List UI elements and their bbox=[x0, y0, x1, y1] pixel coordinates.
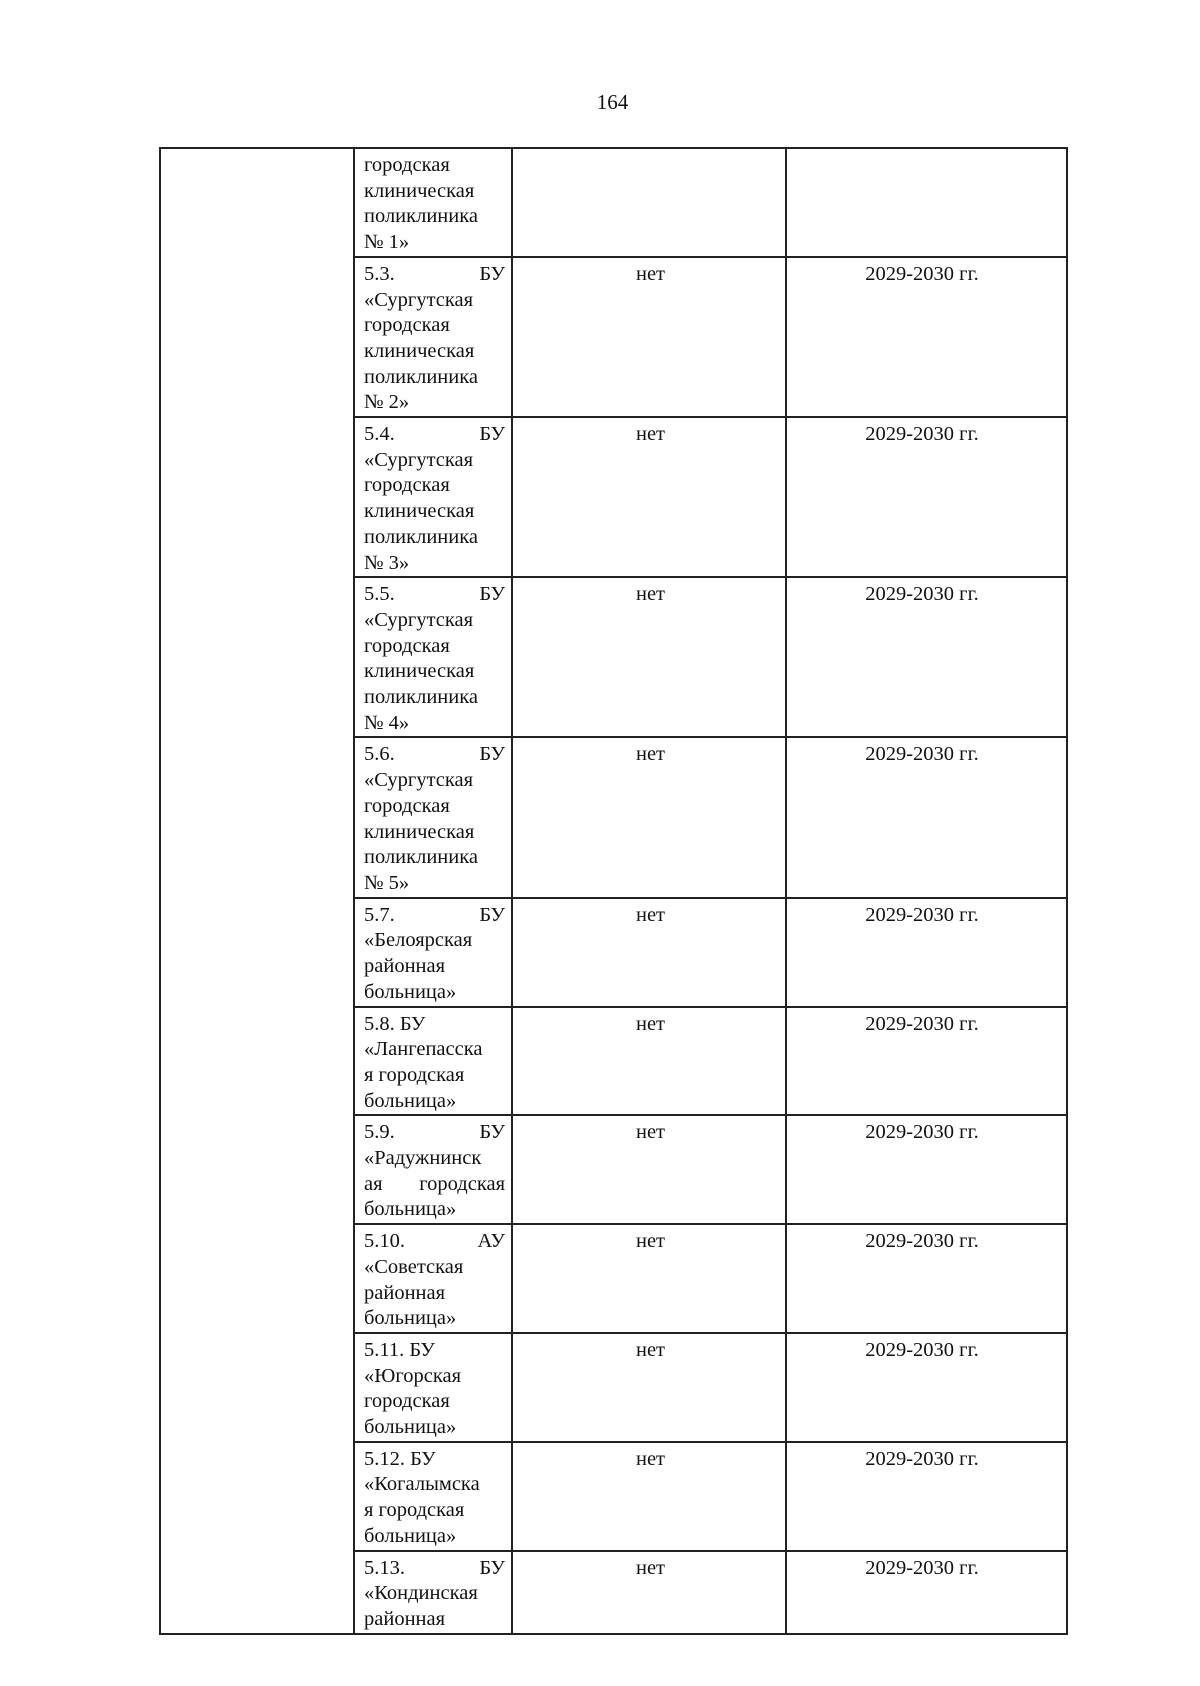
item-number-line bbox=[364, 262, 505, 288]
name-word: городская bbox=[419, 1172, 505, 1195]
item-number: 5.10. bbox=[364, 1230, 405, 1253]
item-number-line bbox=[364, 1229, 505, 1255]
institution-name-cell bbox=[354, 1333, 512, 1442]
period-text: 2029-2030 гг. bbox=[865, 423, 979, 446]
period-text: 2029-2030 гг. bbox=[865, 1012, 979, 1035]
institution-type: АУ bbox=[477, 1230, 505, 1253]
institution-name-cell bbox=[354, 577, 512, 737]
item-number: 5.11. БУ bbox=[364, 1338, 435, 1361]
period-cell bbox=[786, 1115, 1067, 1224]
name-line: районная bbox=[364, 1281, 446, 1304]
name-line: больница» bbox=[364, 1089, 457, 1112]
name-line: № 1» bbox=[364, 231, 410, 254]
name-line: больница» bbox=[364, 980, 457, 1003]
period-cell bbox=[786, 1007, 1067, 1116]
period-cell bbox=[786, 737, 1067, 897]
period-text: 2029-2030 гг. bbox=[865, 1338, 979, 1361]
name-line: «Радужнинск bbox=[364, 1147, 482, 1170]
name-line: «Сургутская bbox=[364, 769, 474, 792]
name-line: «Сургутская bbox=[364, 288, 474, 311]
institution-name-cell bbox=[354, 1442, 512, 1551]
item-number-line bbox=[364, 1556, 505, 1582]
status-cell: нет bbox=[512, 1551, 786, 1634]
item-number-line bbox=[364, 1447, 505, 1473]
name-line: клиническая bbox=[364, 179, 475, 202]
period-text: 2029-2030 гг. bbox=[865, 1230, 979, 1253]
item-number: 5.6. bbox=[364, 743, 395, 766]
name-line bbox=[364, 1172, 505, 1198]
name-line: больница» bbox=[364, 1416, 457, 1439]
institution-name-cell bbox=[354, 1115, 512, 1224]
name-line: «Югорская bbox=[364, 1364, 461, 1387]
institution-type: БУ bbox=[479, 743, 505, 766]
name-line: поликлиника bbox=[364, 846, 479, 869]
institution-type: БУ bbox=[479, 423, 505, 446]
name-line: «Советская bbox=[364, 1255, 464, 1278]
page-number: 164 bbox=[596, 90, 629, 114]
period-cell bbox=[786, 898, 1067, 1007]
item-number: 5.5. bbox=[364, 583, 395, 606]
status-cell: нет bbox=[512, 898, 786, 1007]
name-line: городская bbox=[364, 1390, 450, 1413]
status-cell: нет bbox=[512, 1333, 786, 1442]
status-cell: нет bbox=[512, 1442, 786, 1551]
name-line: клиническая bbox=[364, 660, 475, 683]
institution-type: БУ bbox=[479, 583, 505, 606]
period-cell bbox=[786, 257, 1067, 417]
data-table bbox=[159, 147, 1068, 1635]
item-number-line bbox=[364, 903, 505, 929]
institution-name-cell bbox=[354, 1224, 512, 1333]
name-line: районная bbox=[364, 1607, 446, 1630]
name-line: «Сургутская bbox=[364, 448, 474, 471]
name-line: поликлиника bbox=[364, 686, 479, 709]
name-line: городская bbox=[364, 794, 450, 817]
name-line: я городская bbox=[364, 1499, 465, 1522]
institution-type: БУ bbox=[479, 1556, 505, 1579]
name-line: я городская bbox=[364, 1063, 465, 1086]
period-cell bbox=[786, 1333, 1067, 1442]
merged-empty-cell bbox=[160, 148, 354, 1634]
name-line: № 4» bbox=[364, 711, 410, 734]
item-number: 5.12. БУ bbox=[364, 1447, 436, 1470]
item-number: 5.13. bbox=[364, 1556, 405, 1579]
status-cell: нет bbox=[512, 1224, 786, 1333]
item-number-line bbox=[364, 582, 505, 608]
name-line: поликлиника bbox=[364, 365, 479, 388]
status-cell bbox=[512, 148, 786, 257]
name-line: «Кондинская bbox=[364, 1582, 478, 1605]
name-line: № 5» bbox=[364, 871, 410, 894]
item-number-line bbox=[364, 422, 505, 448]
institution-name-cell bbox=[354, 1007, 512, 1116]
status-cell: нет bbox=[512, 737, 786, 897]
institution-name-cell bbox=[354, 257, 512, 417]
period-text: 2029-2030 гг. bbox=[865, 1121, 979, 1144]
name-line: больница» bbox=[364, 1524, 457, 1547]
name-line: поликлиника bbox=[364, 205, 479, 228]
period-text: 2029-2030 гг. bbox=[865, 743, 979, 766]
item-number: 5.4. bbox=[364, 423, 395, 446]
name-line: № 2» bbox=[364, 391, 410, 414]
period-text: 2029-2030 гг. bbox=[865, 1556, 979, 1579]
item-number: 5.8. БУ bbox=[364, 1012, 426, 1035]
institution-name-cell bbox=[354, 1551, 512, 1634]
institution-name-cell bbox=[354, 148, 512, 257]
name-line: больница» bbox=[364, 1198, 457, 1221]
item-number-line bbox=[364, 1338, 505, 1364]
item-number-line bbox=[364, 1012, 505, 1038]
period-text: 2029-2030 гг. bbox=[865, 262, 979, 285]
status-cell: нет bbox=[512, 1115, 786, 1224]
period-cell bbox=[786, 577, 1067, 737]
period-cell bbox=[786, 1442, 1067, 1551]
status-cell: нет bbox=[512, 417, 786, 577]
name-line: № 3» bbox=[364, 551, 410, 574]
name-line: больница» bbox=[364, 1307, 457, 1330]
institution-name-cell bbox=[354, 737, 512, 897]
status-cell: нет bbox=[512, 257, 786, 417]
item-number-line bbox=[364, 1120, 505, 1146]
institution-name-cell bbox=[354, 898, 512, 1007]
name-line: городская bbox=[364, 634, 450, 657]
name-line: поликлиника bbox=[364, 525, 479, 548]
item-number: 5.3. bbox=[364, 262, 395, 285]
period-text: 2029-2030 гг. bbox=[865, 903, 979, 926]
name-line: клиническая bbox=[364, 820, 475, 843]
institution-type: БУ bbox=[479, 903, 505, 926]
institution-name-cell bbox=[354, 417, 512, 577]
status-cell: нет bbox=[512, 577, 786, 737]
institution-type: БУ bbox=[479, 262, 505, 285]
period-cell bbox=[786, 1224, 1067, 1333]
period-cell bbox=[786, 148, 1067, 257]
name-line: «Когалымска bbox=[364, 1473, 480, 1496]
name-line: районная bbox=[364, 955, 446, 978]
name-line: городская bbox=[364, 154, 450, 176]
name-line: клиническая bbox=[364, 500, 475, 523]
item-number: 5.7. bbox=[364, 903, 395, 926]
item-number: 5.9. bbox=[364, 1121, 395, 1144]
item-number-line bbox=[364, 742, 505, 768]
name-line: «Сургутская bbox=[364, 608, 474, 631]
name-line: городская bbox=[364, 474, 450, 497]
name-word: ая bbox=[364, 1172, 383, 1195]
status-cell: нет bbox=[512, 1007, 786, 1116]
name-line: «Лангепасска bbox=[364, 1038, 483, 1061]
institution-type: БУ bbox=[479, 1121, 505, 1144]
period-text: 2029-2030 гг. bbox=[865, 1447, 979, 1470]
name-line: клиническая bbox=[364, 339, 475, 362]
name-line: «Белоярская bbox=[364, 929, 473, 952]
table-row bbox=[160, 148, 1067, 257]
name-line: городская bbox=[364, 314, 450, 337]
period-cell bbox=[786, 417, 1067, 577]
period-cell bbox=[786, 1551, 1067, 1634]
period-text: 2029-2030 гг. bbox=[865, 583, 979, 606]
